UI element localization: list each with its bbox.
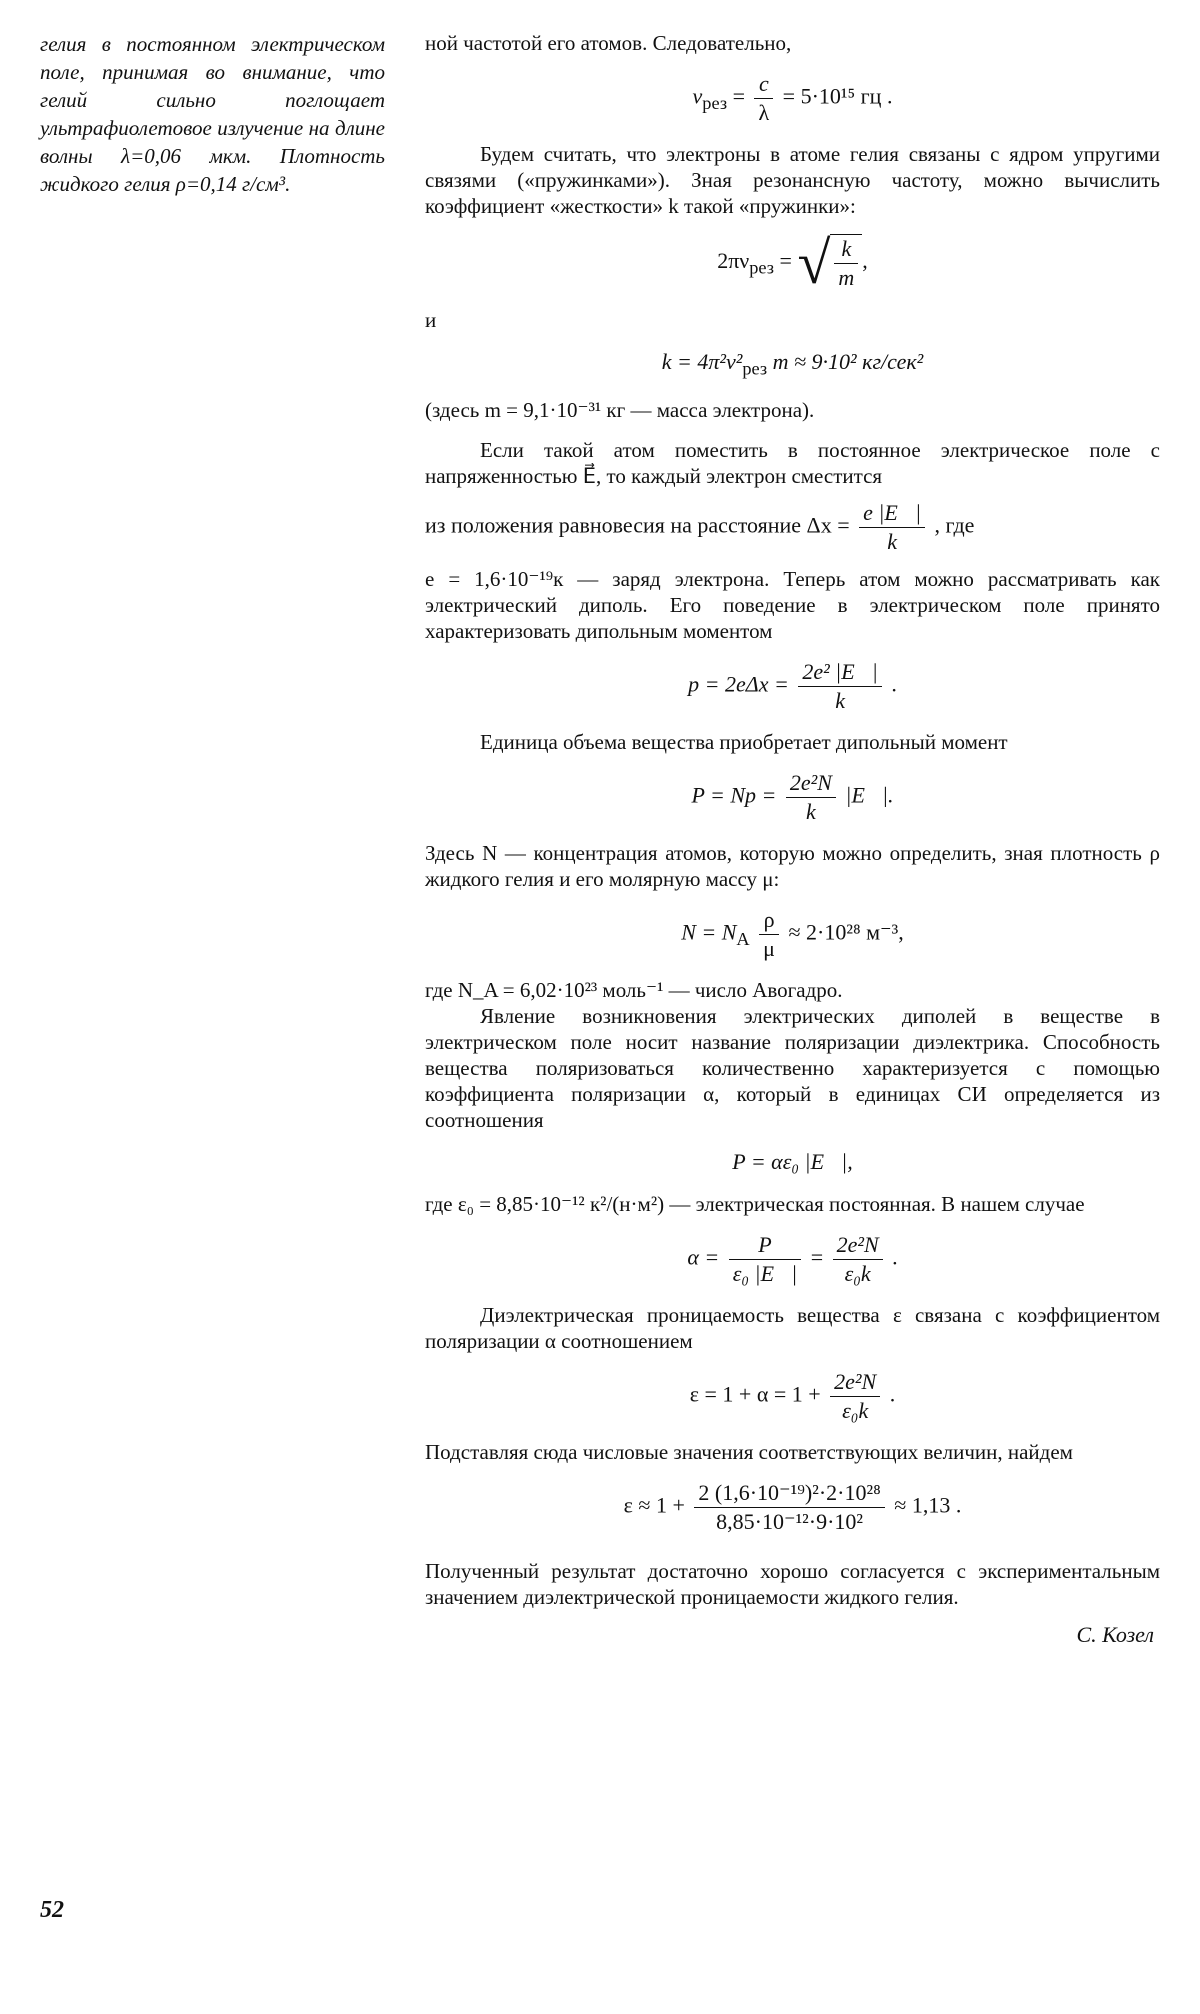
equation-concentration	[425, 906, 1160, 963]
eq8-fraction-2	[833, 1231, 883, 1288]
eq7: P = αε₀ |E⃗|,	[732, 1149, 853, 1175]
eq5-lhs: P = Np =	[691, 782, 777, 808]
eq2-numerator: k	[834, 235, 858, 264]
eq5-fraction	[786, 769, 836, 826]
eq1-rhs: = 5·10¹⁵ гц .	[782, 83, 893, 109]
equation-alpha: α = $\frac{P}{\text{ε₀ |E⃗|}}$ = $\frac{\text{2e²N}}{\text{ε₀k}}$ .	[687, 1232, 898, 1287]
eq1-numerator: c	[754, 70, 773, 99]
displacement-fraction	[859, 499, 925, 556]
sqrt-sign: √ $\frac{k}{m}$	[797, 233, 862, 293]
paragraph-11: Явление возникновения электрических диполей в веществе в электрическом поле носит название поляризации диэлектрика. Способность вещества поляризоваться количественно характеризуется с помощью коэффициента поляризации α, который в единицах СИ определяется из соотношения	[425, 1004, 1160, 1133]
eq3-sub: рез	[742, 358, 768, 379]
sidebar-paragraph: гелия в постоянном электрическом поле, принимая во внимание, что гелий сильно поглощает ультрафиолетовое излучение на длине волны λ=0,06 мкм. Плотность жидкого гелия ρ=0,14 г/см³.	[40, 32, 385, 196]
paragraph-4: (здесь m = 9,1·10⁻³¹ кг — масса электрона).	[425, 398, 815, 423]
eq10-denominator: 8,85·10⁻¹²·9·10²	[716, 1509, 864, 1535]
eq6-denominator: μ	[763, 936, 775, 962]
eq2-lhs: 2πν	[717, 248, 750, 274]
eq10-numerator: 2 (1,6·10⁻¹⁹)²·2·10²⁸	[694, 1479, 884, 1508]
page-number: 52	[40, 1897, 64, 1923]
paragraph-15: Полученный результат достаточно хорошо согласуется с экспериментальным значением диэлектрической проницаемости жидкого гелия.	[425, 1559, 1160, 1610]
paragraph-7: e = 1,6·10⁻¹⁹к — заряд электрона. Теперь атом можно рассматривать как электрический диполь. Его поведение в электрическом поле принято характеризовать дипольным моментом	[425, 567, 1160, 644]
paragraph-1: ной частотой его атомов. Следовательно,	[425, 31, 792, 55]
eq6-lhs-sub: A	[736, 929, 750, 950]
eq10-fraction	[694, 1479, 884, 1536]
paragraph-13: Диэлектрическая проницаемость вещества ε связана с коэффициентом поляризации α соотношением	[425, 1303, 1160, 1354]
equation-dipole-moment: p = 2eΔx = $\frac{\text{2e² |E⃗|}}{k}$ .	[688, 659, 897, 714]
equation-numeric-result	[425, 1479, 1160, 1536]
eq9-denominator: ε₀k	[842, 1398, 869, 1424]
eq4-denominator: k	[835, 688, 845, 714]
paragraph-14: Подставляя сюда числовые значения соответствующих величин, найдем	[425, 1440, 1073, 1465]
eq3-rhs: m ≈ 9·10² кг/сек²	[772, 349, 924, 374]
equation-resonance-frequency: $\nu_{рез}$ = $\frac{c}{\lambda}$ = 5·10¹⁵ гц .	[692, 71, 893, 125]
eq8-denominator-1: ε₀ |E⃗|	[732, 1261, 798, 1287]
eq10-rhs: ≈ 1,13 .	[894, 1492, 962, 1518]
eq4-fraction	[798, 658, 882, 715]
eq2-fraction	[834, 235, 858, 292]
sidebar-problem-text	[40, 30, 385, 198]
eq4-lhs: p = 2eΔx =	[688, 671, 789, 697]
eq6-rhs: ≈ 2·10²⁸ м⁻³,	[788, 919, 904, 945]
eq2-lhs-sub: рез	[749, 257, 775, 278]
eq8-numerator-1: P	[729, 1231, 801, 1260]
equation-polarization-vector	[425, 769, 1160, 826]
eq8-numerator-2: 2e²N	[833, 1231, 883, 1260]
eq9-lhs: ε = 1 + α = 1 +	[689, 1381, 821, 1407]
eq1-lhs-sub: рез	[702, 92, 728, 113]
eq1-denominator: λ	[758, 100, 770, 125]
equation-permittivity: ε = 1 + α = 1 + $\frac{\text{2e²N}}{\text{ε₀k}}$ .	[689, 1369, 896, 1424]
eq6-lhs: N = N	[681, 919, 737, 945]
eq3-lhs: k = 4π²ν²	[661, 349, 743, 374]
eq10-lhs: ε ≈ 1 +	[623, 1492, 685, 1518]
displacement-line	[425, 499, 1160, 556]
author-signature: С. Козел	[1076, 1622, 1154, 1648]
paragraph-10: где N_A = 6,02·10²³ моль⁻¹ — число Авогадро.	[425, 978, 843, 1003]
equation-stiffness-root: $2\pi\nu_{рез}$ = √ $\frac{k}{m}$ ,	[717, 230, 868, 296]
eq1-lhs: ν	[692, 83, 703, 109]
eq9-numerator: 2e²N	[830, 1368, 880, 1397]
eq8-lhs: α =	[687, 1244, 720, 1270]
main-column	[425, 30, 1160, 1648]
equation-stiffness-value	[425, 347, 1160, 383]
eq5-denominator: k	[805, 799, 816, 825]
paragraph-12: где ε₀ = 8,85·10⁻¹² к²/(н·м²) — электрическая постоянная. В нашем случае	[425, 1192, 1085, 1217]
paragraph-5: Если такой атом поместить в постоянное электрическое поле с напряженностью E⃗, то каждый электрон сместится	[425, 438, 1160, 489]
eq2-denominator: m	[838, 265, 855, 290]
eq4-numerator: 2e² |E⃗|	[798, 658, 882, 687]
paragraph-8: Единица объема вещества приобретает дипольный момент	[480, 730, 1008, 755]
eq9-fraction	[830, 1368, 880, 1425]
eq5-rhs: |E⃗|.	[845, 782, 894, 808]
paragraph-3: и	[425, 308, 437, 332]
eq5-numerator: 2e²N	[786, 769, 836, 798]
eq6-fraction	[759, 906, 779, 963]
equation-polarization-coefficient	[425, 1147, 1160, 1177]
displacement-tail: , где	[934, 512, 975, 538]
eq8-denominator-2: ε₀k	[844, 1261, 871, 1287]
displacement-numerator: e |E⃗|	[859, 499, 925, 528]
eq6-numerator: ρ	[759, 906, 779, 935]
paragraph-2: Будем считать, что электроны в атоме гелия связаны с ядром упругими связями («пружинками»). Зная резонансную частоту, можно вычислить коэффициент «жесткости» k такой «пружинки»:	[425, 142, 1160, 218]
displacement-text: из положения равновесия на расстояние Δx =	[425, 512, 850, 538]
eq1-fraction	[754, 70, 773, 127]
eq8-fraction-1	[729, 1231, 801, 1288]
paragraph-9: Здесь N — концентрация атомов, которую можно определить, зная плотность ρ жидкого гелия и его молярную массу μ:	[425, 841, 1160, 892]
displacement-denominator: k	[887, 529, 897, 555]
